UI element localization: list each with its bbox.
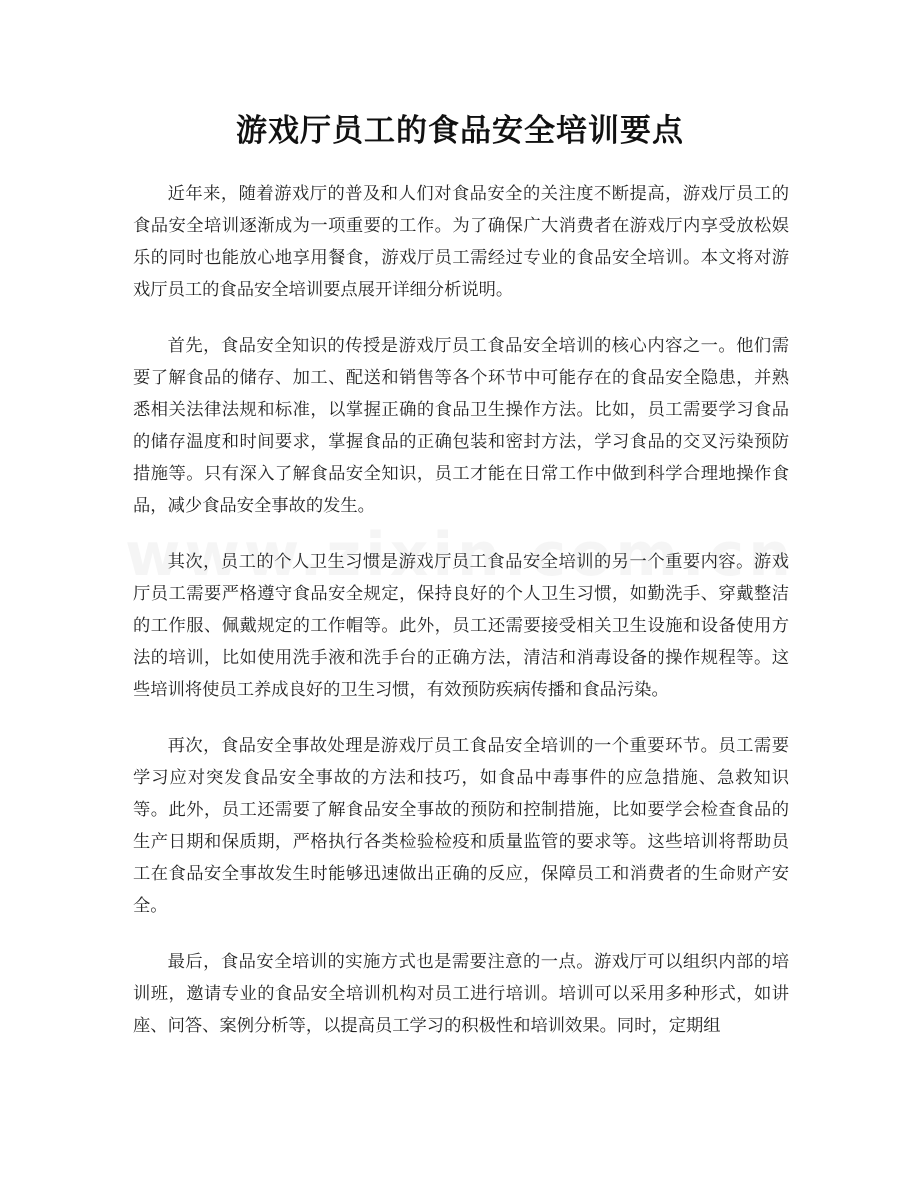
paragraph-knowledge: 首先，食品安全知识的传授是游戏厅员工食品安全培训的核心内容之一。他们需要了解食品的储存、加工、配送和销售等各个环节中可能存在的食品安全隐患，并熟悉相关法律法规和标准，以掌握正确的食品卫生操作方法。比如，员工需要学习食品的储存温度和时间要求，掌握食品的正确包装和密封方法，学习食品的交叉污染预防措施等。只有深入了解食品安全知识，员工才能在日常工作中做到科学合理地操作食品，减少食品安全事故的发生。 [133,336,789,516]
paragraph-incident-handling: 再次，食品安全事故处理是游戏厅员工食品安全培训的一个重要环节。员工需要学习应对突发食品安全事故的方法和技巧，如食品中毒事件的应急措施、急救知识等。此外，员工还需要了解食品安全事故的预防和控制措施，比如要学会检查食品的生产日期和保质期，严格执行各类检验检疫和质量监管的要求等。这些培训将帮助员工在食品安全事故发生时能够迅速做出正确的反应，保障员工和消费者的生命财产安全。 [133,736,789,916]
paragraph-hygiene: 其次，员工的个人卫生习惯是游戏厅员工食品安全培训的另一个重要内容。游戏厅员工需要严格遵守食品安全规定，保持良好的个人卫生习惯，如勤洗手、穿戴整洁的工作服、佩戴规定的工作帽等。此外，员工还需要接受相关卫生设施和设备使用方法的培训，比如使用洗手液和洗手台的正确方法，清洁和消毒设备的操作规程等。这些培训将使员工养成良好的卫生习惯，有效预防疾病传播和食品污染。 [133,552,789,700]
paragraph-intro: 近年来，随着游戏厅的普及和人们对食品安全的关注度不断提高，游戏厅员工的食品安全培训逐渐成为一项重要的工作。为了确保广大消费者在游戏厅内享受放松娱乐的同时也能放心地享用餐食，游戏厅员工需经过专业的食品安全培训。本文将对游戏厅员工的食品安全培训要点展开详细分析说明。 [133,184,789,300]
document-body [133,178,789,1066]
document-title: 游戏厅员工的食品安全培训要点 [236,113,684,149]
paragraph-implementation: 最后，食品安全培训的实施方式也是需要注意的一点。游戏厅可以组织内部的培训班，邀请专业的食品安全培训机构对员工进行培训。培训可以采用多种形式，如讲座、问答、案例分析等，以提高员工学习的积极性和培训效果。同时，定期组 [133,952,789,1036]
